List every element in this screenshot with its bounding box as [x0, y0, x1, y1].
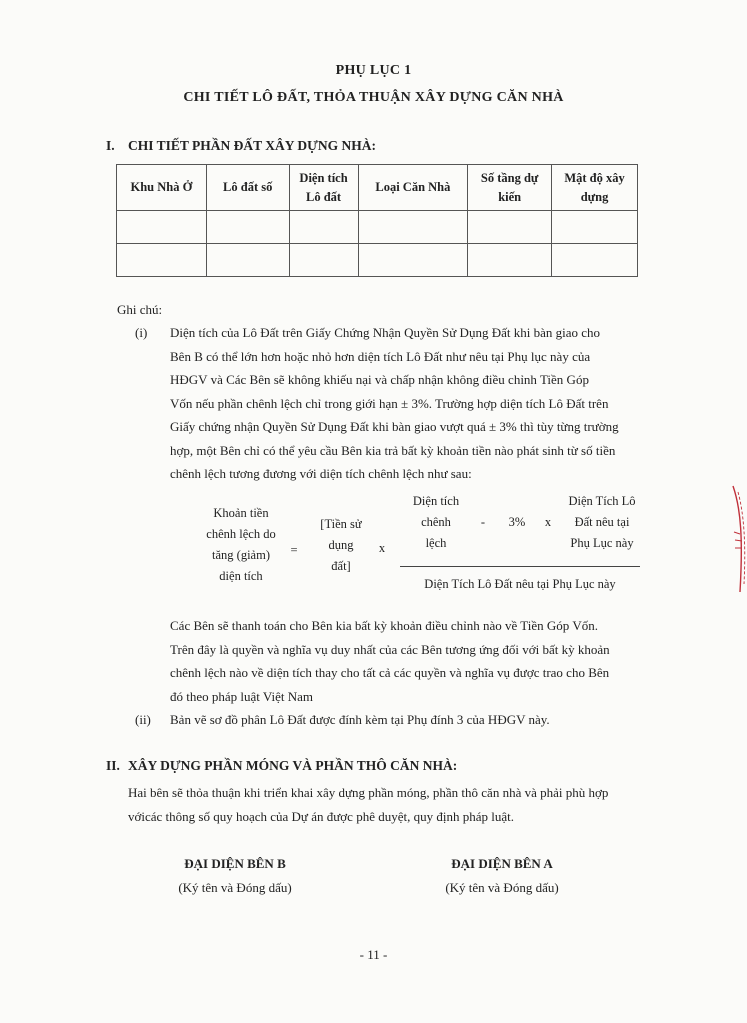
party-a-signature-block — [402, 852, 602, 900]
table-cell — [289, 211, 358, 244]
note-1-line: Bên B có thể lớn hơn hoặc nhỏ hơn diện tích Lô Đất như nêu tại Phụ lục này của — [170, 348, 591, 364]
table-cell — [117, 211, 207, 244]
formula-fraction-line — [400, 566, 640, 567]
land-lot-table — [116, 164, 638, 277]
formula-times-1: x — [378, 541, 386, 555]
note-1-marker: (i) — [135, 325, 148, 340]
table-cell — [206, 211, 289, 244]
section-2-line: vớicác thông số quy hoạch của Dự án được phê duyệt, quy định pháp luật. — [128, 808, 514, 824]
formula-area-difference: Diện tích chênh lệch — [412, 494, 460, 550]
table-cell — [206, 244, 289, 277]
formula-minus: - — [480, 515, 486, 529]
note-1-line: chênh lệch tương đương với diện tích chênh lệch như sau: — [170, 466, 472, 481]
header-building-density: Mật độ xây dựng — [552, 165, 638, 211]
table-cell — [468, 211, 552, 244]
formula-times-2: x — [544, 515, 552, 529]
table-cell — [117, 244, 207, 277]
header-residential-area: Khu Nhà Ở — [117, 165, 207, 211]
table-cell — [289, 244, 358, 277]
note-2-text: Bản vẽ sơ đồ phân Lô Đất được đính kèm tại Phụ đính 3 của HĐGV này. — [170, 712, 550, 727]
section-2-line: Hai bên sẽ thỏa thuận khi triển khai xây dựng phần móng, phần thô căn nhà và phải phù hợp — [128, 785, 609, 800]
table-row — [117, 211, 638, 244]
header-lot-area: Diện tích Lô đất — [289, 165, 358, 211]
party-b-signature-block — [135, 852, 335, 900]
table-header-row — [117, 165, 638, 211]
note-1-line: Trên đây là quyền và nghĩa vụ duy nhất của các Bên tương ứng đối với bất kỳ khoản — [170, 641, 610, 657]
note-1-line: hợp, một Bên chỉ có thể yêu cầu Bên kia trả bất kỳ khoản tiền nào phát sinh từ số tiền — [170, 442, 616, 458]
note-1-line: Vốn nếu phần chênh lệch chỉ trong giới hạn ± 3%. Trường hợp diện tích Lô Đất trên — [170, 395, 609, 411]
table-cell — [552, 244, 638, 277]
section-2-body — [128, 781, 658, 828]
seal-stamp-edge — [731, 484, 747, 594]
note-1-line: HĐGV và Các Bên sẽ không khiếu nại và chấp nhận không điều chỉnh Tiền Góp — [170, 372, 589, 387]
party-b-title: ĐẠI DIỆN BÊN B — [184, 856, 286, 871]
formula-equals: = — [290, 543, 298, 557]
note-1-line: đó theo pháp luật Việt Nam — [170, 688, 314, 704]
party-b-note: (Ký tên và Đóng dấu) — [178, 880, 292, 895]
section-1-heading: CHI TIẾT PHẦN ĐẤT XÂY DỰNG NHÀ: — [128, 138, 377, 153]
formula-land-use-price: [Tiền sử dụng đất] — [320, 517, 362, 573]
party-a-title: ĐẠI DIỆN BÊN A — [451, 856, 553, 871]
annex-subtitle: CHI TIẾT LÔ ĐẤT, THỎA THUẬN XÂY DỰNG CĂN NHÀ — [183, 90, 564, 105]
note-1-line: chênh lệch nào về diện tích thay cho tất cả các quyền và nghĩa vụ được trao cho Bên — [170, 665, 610, 680]
note-1-line: Diện tích của Lô Đất trên Giấy Chứng Nhận Quyền Sử Dụng Đất khi bàn giao cho — [170, 325, 600, 340]
table-cell — [468, 244, 552, 277]
note-1-continuation — [170, 614, 638, 708]
annex-title: PHỤ LỤC 1 — [335, 63, 412, 78]
note-2-marker: (ii) — [135, 712, 151, 727]
header-lot-number: Lô đất số — [206, 165, 289, 211]
table-cell — [552, 211, 638, 244]
party-a-note: (Ký tên và Đóng dấu) — [445, 880, 559, 895]
note-1-text — [170, 321, 638, 486]
header-planned-floors: Số tầng dự kiến — [468, 165, 552, 211]
section-2-number: II. — [106, 758, 120, 773]
formula-lhs: Khoản tiền chênh lệch do tăng (giảm) diện tích — [206, 506, 276, 583]
table-cell — [358, 244, 468, 277]
formula-denominator: Diện Tích Lô Đất nêu tại Phụ Lục này — [424, 577, 616, 591]
formula-lot-area: Diện Tích Lô Đất nêu tại Phụ Lục này — [568, 494, 636, 550]
formula-percent: 3% — [508, 515, 526, 529]
table-cell — [358, 211, 468, 244]
section-2-heading: XÂY DỰNG PHẦN MÓNG VÀ PHẦN THÔ CĂN NHÀ: — [128, 758, 458, 773]
notes-label: Ghi chú: — [117, 302, 163, 317]
table-row — [117, 244, 638, 277]
note-1-line: Các Bên sẽ thanh toán cho Bên kia bất kỳ khoản điều chỉnh nào về Tiền Góp Vốn. — [170, 618, 598, 633]
section-1-number: I. — [106, 138, 115, 153]
header-house-type: Loại Căn Nhà — [358, 165, 468, 211]
note-1-line: Giấy chứng nhận Quyền Sử Dụng Đất khi bàn giao vượt quá ± 3% thì tùy từng trường — [170, 419, 619, 434]
page-number: - 11 - — [359, 947, 388, 962]
